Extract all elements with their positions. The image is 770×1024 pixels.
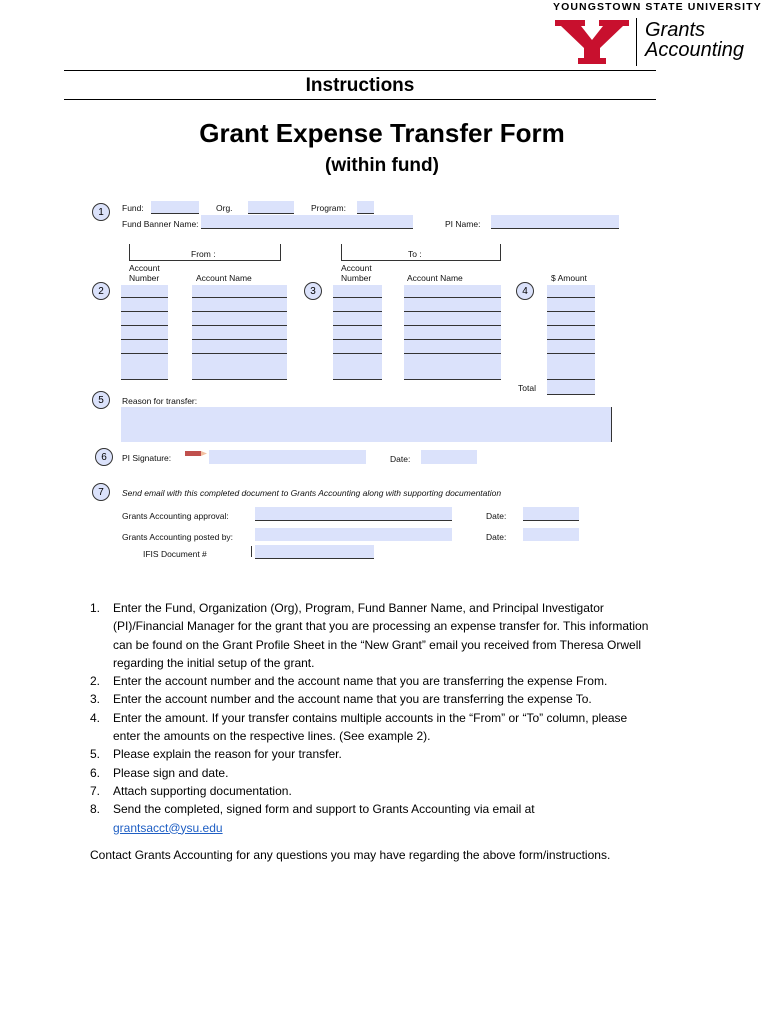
approval-label: Grants Accounting approval: <box>122 511 229 521</box>
email-note: Send email with this completed document to Grants Accounting along with supporting documentation <box>122 488 502 498</box>
form-title: Grant Expense Transfer Form <box>199 118 565 148</box>
table-row-line <box>192 311 287 312</box>
table-row-line <box>333 353 382 354</box>
pi-name-field[interactable] <box>491 215 619 229</box>
total-line <box>547 394 595 395</box>
email-link[interactable]: grantsacct@ysu.edu <box>113 820 223 835</box>
brand-accounting: Accounting <box>645 39 744 61</box>
table-row-line <box>192 297 287 298</box>
table-row-line <box>404 297 501 298</box>
from-label: From : <box>191 249 216 259</box>
step-7-marker: 7 <box>92 483 110 501</box>
posted-label: Grants Accounting posted by: <box>122 532 234 542</box>
ifis-field[interactable] <box>255 545 374 559</box>
ifis-cursor <box>251 546 252 557</box>
approval-field[interactable] <box>255 507 452 521</box>
posted-date-field[interactable] <box>523 528 579 541</box>
to-account-name-label: Account Name <box>407 273 463 283</box>
table-row-line <box>192 339 287 340</box>
from-account-name-label: Account Name <box>196 273 252 283</box>
fund-field[interactable] <box>151 201 199 214</box>
list-item: 4. Enter the amount. If your transfer contains multiple accounts in the “From” or “To” column, please enter the amounts on the respective lines. (See example 2). <box>90 710 628 744</box>
from-account-name-column[interactable] <box>192 285 287 380</box>
table-row-line <box>121 353 168 354</box>
pi-signature-label: PI Signature: <box>122 453 172 463</box>
org-label: Org. <box>216 203 233 213</box>
logo-divider <box>636 18 637 66</box>
table-row-line <box>192 325 287 326</box>
ysu-y-logo-icon <box>553 18 631 66</box>
table-row-line <box>333 297 382 298</box>
step-2-marker: 2 <box>92 282 110 300</box>
pi-date-field[interactable] <box>421 450 477 464</box>
table-row-line <box>333 339 382 340</box>
table-row-line <box>404 353 501 354</box>
program-label: Program: <box>311 203 346 213</box>
org-field[interactable] <box>248 201 294 214</box>
to-account-number-label-1: Account <box>341 263 372 273</box>
posted-date-label: Date: <box>486 532 507 542</box>
top-rule <box>64 70 656 71</box>
amount-label: $ Amount <box>551 273 587 283</box>
form-subtitle: (within fund) <box>325 155 439 176</box>
list-item: 1. Enter the Fund, Organization (Org), Program, Fund Banner Name, and Principal Investigator (PI)/Financial Manager for the grant that you are processing an expense transfer for. This information can be found on the Grant Profile Sheet in the “New Grant” email you received from Theresa Orwell regarding the initial setup of the grant. <box>90 601 649 670</box>
table-row-line <box>121 339 168 340</box>
table-row-line <box>333 379 382 380</box>
table-row-line <box>404 379 501 380</box>
approval-date-label: Date: <box>486 511 507 521</box>
list-item: 8. Send the completed, signed form and support to Grants Accounting via email at grantsacct@ysu.edu <box>90 802 535 835</box>
reason-label: Reason for transfer: <box>122 396 198 406</box>
table-row-line <box>404 311 501 312</box>
from-account-number-label-2: Number <box>129 273 160 283</box>
brand-grants: Grants <box>645 19 706 41</box>
table-row-line <box>121 297 168 298</box>
table-row-line <box>121 311 168 312</box>
to-account-number-label-2: Number <box>341 273 372 283</box>
list-item: 5. Please explain the reason for your transfer. <box>90 747 342 762</box>
fund-label: Fund: <box>122 203 144 213</box>
table-row-line <box>333 325 382 326</box>
list-item: 3. Enter the account number and the account name that you are transferring the expense To. <box>90 692 592 707</box>
list-item: 2. Enter the account number and the account name that you are transferring the expense From. <box>90 674 608 689</box>
step-5-marker: 5 <box>92 391 110 409</box>
pi-signature-field[interactable] <box>209 450 366 464</box>
table-row-line <box>547 353 595 354</box>
step-4-marker: 4 <box>516 282 534 300</box>
table-row-line <box>547 311 595 312</box>
table-row-line <box>121 379 168 380</box>
fund-banner-label: Fund Banner Name: <box>122 219 199 229</box>
table-row-line <box>547 325 595 326</box>
program-field[interactable] <box>357 201 374 214</box>
table-row-line <box>404 325 501 326</box>
university-name: YOUNGSTOWN STATE UNIVERSITY <box>553 1 762 13</box>
total-label: Total <box>518 383 536 393</box>
table-row-line <box>547 297 595 298</box>
from-account-number-label-1: Account <box>129 263 160 273</box>
list-item: 6. Please sign and date. <box>90 765 229 780</box>
to-account-number-column[interactable] <box>333 285 382 380</box>
table-row-line <box>404 339 501 340</box>
contact-note: Contact Grants Accounting for any questions you may have regarding the above form/instructions. <box>90 848 611 862</box>
fund-banner-field[interactable] <box>201 215 413 229</box>
pi-date-label: Date: <box>390 454 411 464</box>
instructions-list <box>90 599 650 837</box>
step-1-marker: 1 <box>92 203 110 221</box>
to-label: To : <box>408 249 422 259</box>
y-logo-shape <box>555 20 629 64</box>
table-row-line <box>192 379 287 380</box>
signature-pen-icon <box>185 450 207 457</box>
reason-field[interactable] <box>121 407 612 442</box>
approval-date-field[interactable] <box>523 507 579 521</box>
from-account-number-column[interactable] <box>121 285 168 380</box>
heading-rule <box>64 99 656 100</box>
table-row-line <box>192 353 287 354</box>
step-6-marker: 6 <box>95 448 113 466</box>
posted-field[interactable] <box>255 528 452 541</box>
list-item: 7. Attach supporting documentation. <box>90 783 292 798</box>
table-row-line <box>547 379 595 380</box>
ifis-label: IFIS Document # <box>143 549 207 559</box>
pi-name-label: PI Name: <box>445 219 481 229</box>
step-3-marker: 3 <box>304 282 322 300</box>
table-row-line <box>547 339 595 340</box>
table-row-line <box>121 325 168 326</box>
page-heading: Instructions <box>305 75 415 96</box>
table-row-line <box>333 311 382 312</box>
to-account-name-column[interactable] <box>404 285 501 380</box>
